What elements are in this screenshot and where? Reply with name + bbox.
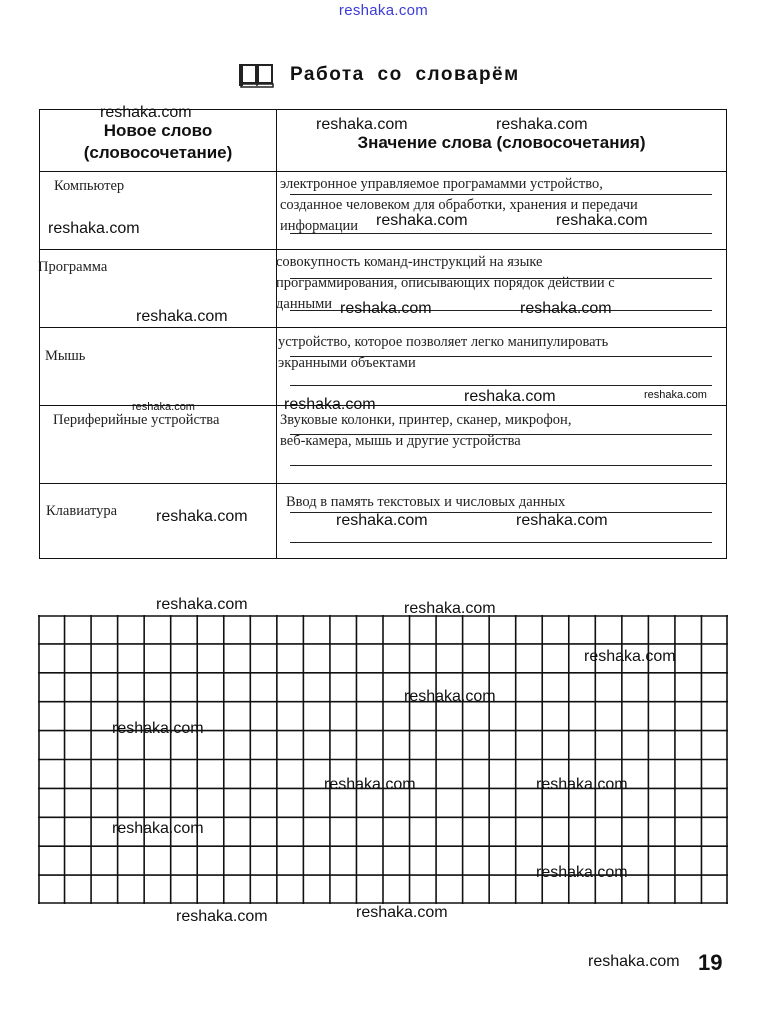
site-watermark[interactable]: reshaka.com bbox=[356, 904, 448, 921]
answer-line bbox=[290, 542, 712, 543]
answer-line bbox=[290, 233, 712, 234]
site-watermark[interactable]: reshaka.com bbox=[520, 300, 612, 317]
meaning-line: программирования, описывающих порядок действии с bbox=[276, 275, 615, 291]
site-watermark[interactable]: reshaka.com bbox=[112, 720, 204, 737]
header-word-line1: Новое слово bbox=[103, 121, 213, 140]
site-watermark[interactable]: reshaka.com bbox=[556, 212, 648, 229]
site-watermark[interactable]: reshaka.com bbox=[516, 512, 608, 529]
site-watermark[interactable]: reshaka.com bbox=[48, 220, 140, 237]
word-cell: Мышь bbox=[45, 348, 86, 364]
meaning-cell bbox=[278, 332, 716, 374]
site-watermark[interactable]: reshaka.com bbox=[324, 776, 416, 793]
site-watermark[interactable]: reshaka.com bbox=[404, 600, 496, 617]
site-watermark[interactable]: reshaka.com bbox=[464, 388, 556, 405]
answer-line bbox=[290, 278, 712, 279]
site-watermark[interactable]: reshaka.com bbox=[156, 508, 248, 525]
site-watermark[interactable]: reshaka.com bbox=[112, 820, 204, 837]
page-number: 19 bbox=[698, 950, 723, 975]
meaning-line: данными bbox=[276, 296, 333, 312]
site-watermark-top[interactable]: reshaka.com bbox=[338, 2, 429, 19]
header-word-line2: (словосочетание) bbox=[83, 143, 233, 162]
header-meaning: Значение слова (словосочетания) bbox=[357, 133, 646, 152]
site-watermark[interactable]: reshaka.com bbox=[176, 908, 268, 925]
dictionary-table bbox=[39, 109, 727, 559]
meaning-line: устройство, которое позволяет легко манипулировать bbox=[278, 334, 609, 350]
word-cell: Программа bbox=[38, 259, 108, 275]
meaning-line: информации bbox=[280, 218, 358, 234]
table-row bbox=[40, 171, 726, 250]
meaning-line: электронное управляемое програмамми устройство, bbox=[280, 176, 603, 192]
site-watermark[interactable]: reshaka.com bbox=[284, 396, 376, 413]
meaning-line: экранными объектами bbox=[278, 355, 416, 371]
site-watermark[interactable]: reshaka.com bbox=[136, 308, 228, 325]
site-watermark[interactable]: reshaka.com bbox=[496, 116, 588, 133]
site-watermark[interactable]: reshaka.com bbox=[336, 512, 428, 529]
meaning-cell bbox=[280, 174, 716, 237]
site-watermark[interactable]: reshaka.com bbox=[584, 648, 676, 665]
meaning-line: веб-камера, мышь и другие устройства bbox=[280, 433, 521, 449]
site-watermark[interactable]: reshaka.com bbox=[644, 389, 707, 401]
site-watermark[interactable]: reshaka.com bbox=[376, 212, 468, 229]
site-watermark[interactable]: reshaka.com bbox=[536, 776, 628, 793]
site-watermark[interactable]: reshaka.com bbox=[588, 953, 680, 970]
word-cell: Компьютер bbox=[54, 178, 125, 194]
header-word bbox=[40, 120, 276, 164]
meaning-cell bbox=[286, 492, 716, 513]
meaning-line: созданное человеком для обработки, хранения и передачи bbox=[280, 197, 638, 213]
site-watermark[interactable]: reshaka.com bbox=[536, 864, 628, 881]
meaning-line: совокупность команд-инструкций на языке bbox=[276, 254, 543, 270]
site-watermark[interactable]: reshaka.com bbox=[340, 300, 432, 317]
site-watermark[interactable]: reshaka.com bbox=[404, 688, 496, 705]
answer-line bbox=[290, 385, 712, 386]
site-watermark[interactable]: reshaka.com bbox=[156, 596, 248, 613]
table-row bbox=[40, 327, 726, 406]
book-icon bbox=[238, 62, 276, 88]
answer-line bbox=[290, 434, 712, 435]
meaning-cell bbox=[280, 410, 716, 452]
word-cell: Клавиатура bbox=[46, 503, 118, 519]
answer-line bbox=[290, 194, 712, 195]
site-watermark[interactable]: reshaka.com bbox=[316, 116, 408, 133]
word-cell: Периферийные устройства bbox=[53, 412, 220, 428]
site-watermark[interactable]: reshaka.com bbox=[100, 104, 192, 121]
section-heading bbox=[238, 60, 520, 90]
answer-line bbox=[290, 465, 712, 466]
section-title: Работа со словарём bbox=[290, 64, 520, 85]
answer-line bbox=[290, 356, 712, 357]
site-watermark[interactable]: reshaka.com bbox=[132, 401, 195, 413]
table-row bbox=[40, 405, 726, 484]
meaning-line: Звуковые колонки, принтер, сканер, микрофон, bbox=[280, 412, 572, 428]
meaning-line: Ввод в память текстовых и числовых данных bbox=[286, 494, 566, 510]
